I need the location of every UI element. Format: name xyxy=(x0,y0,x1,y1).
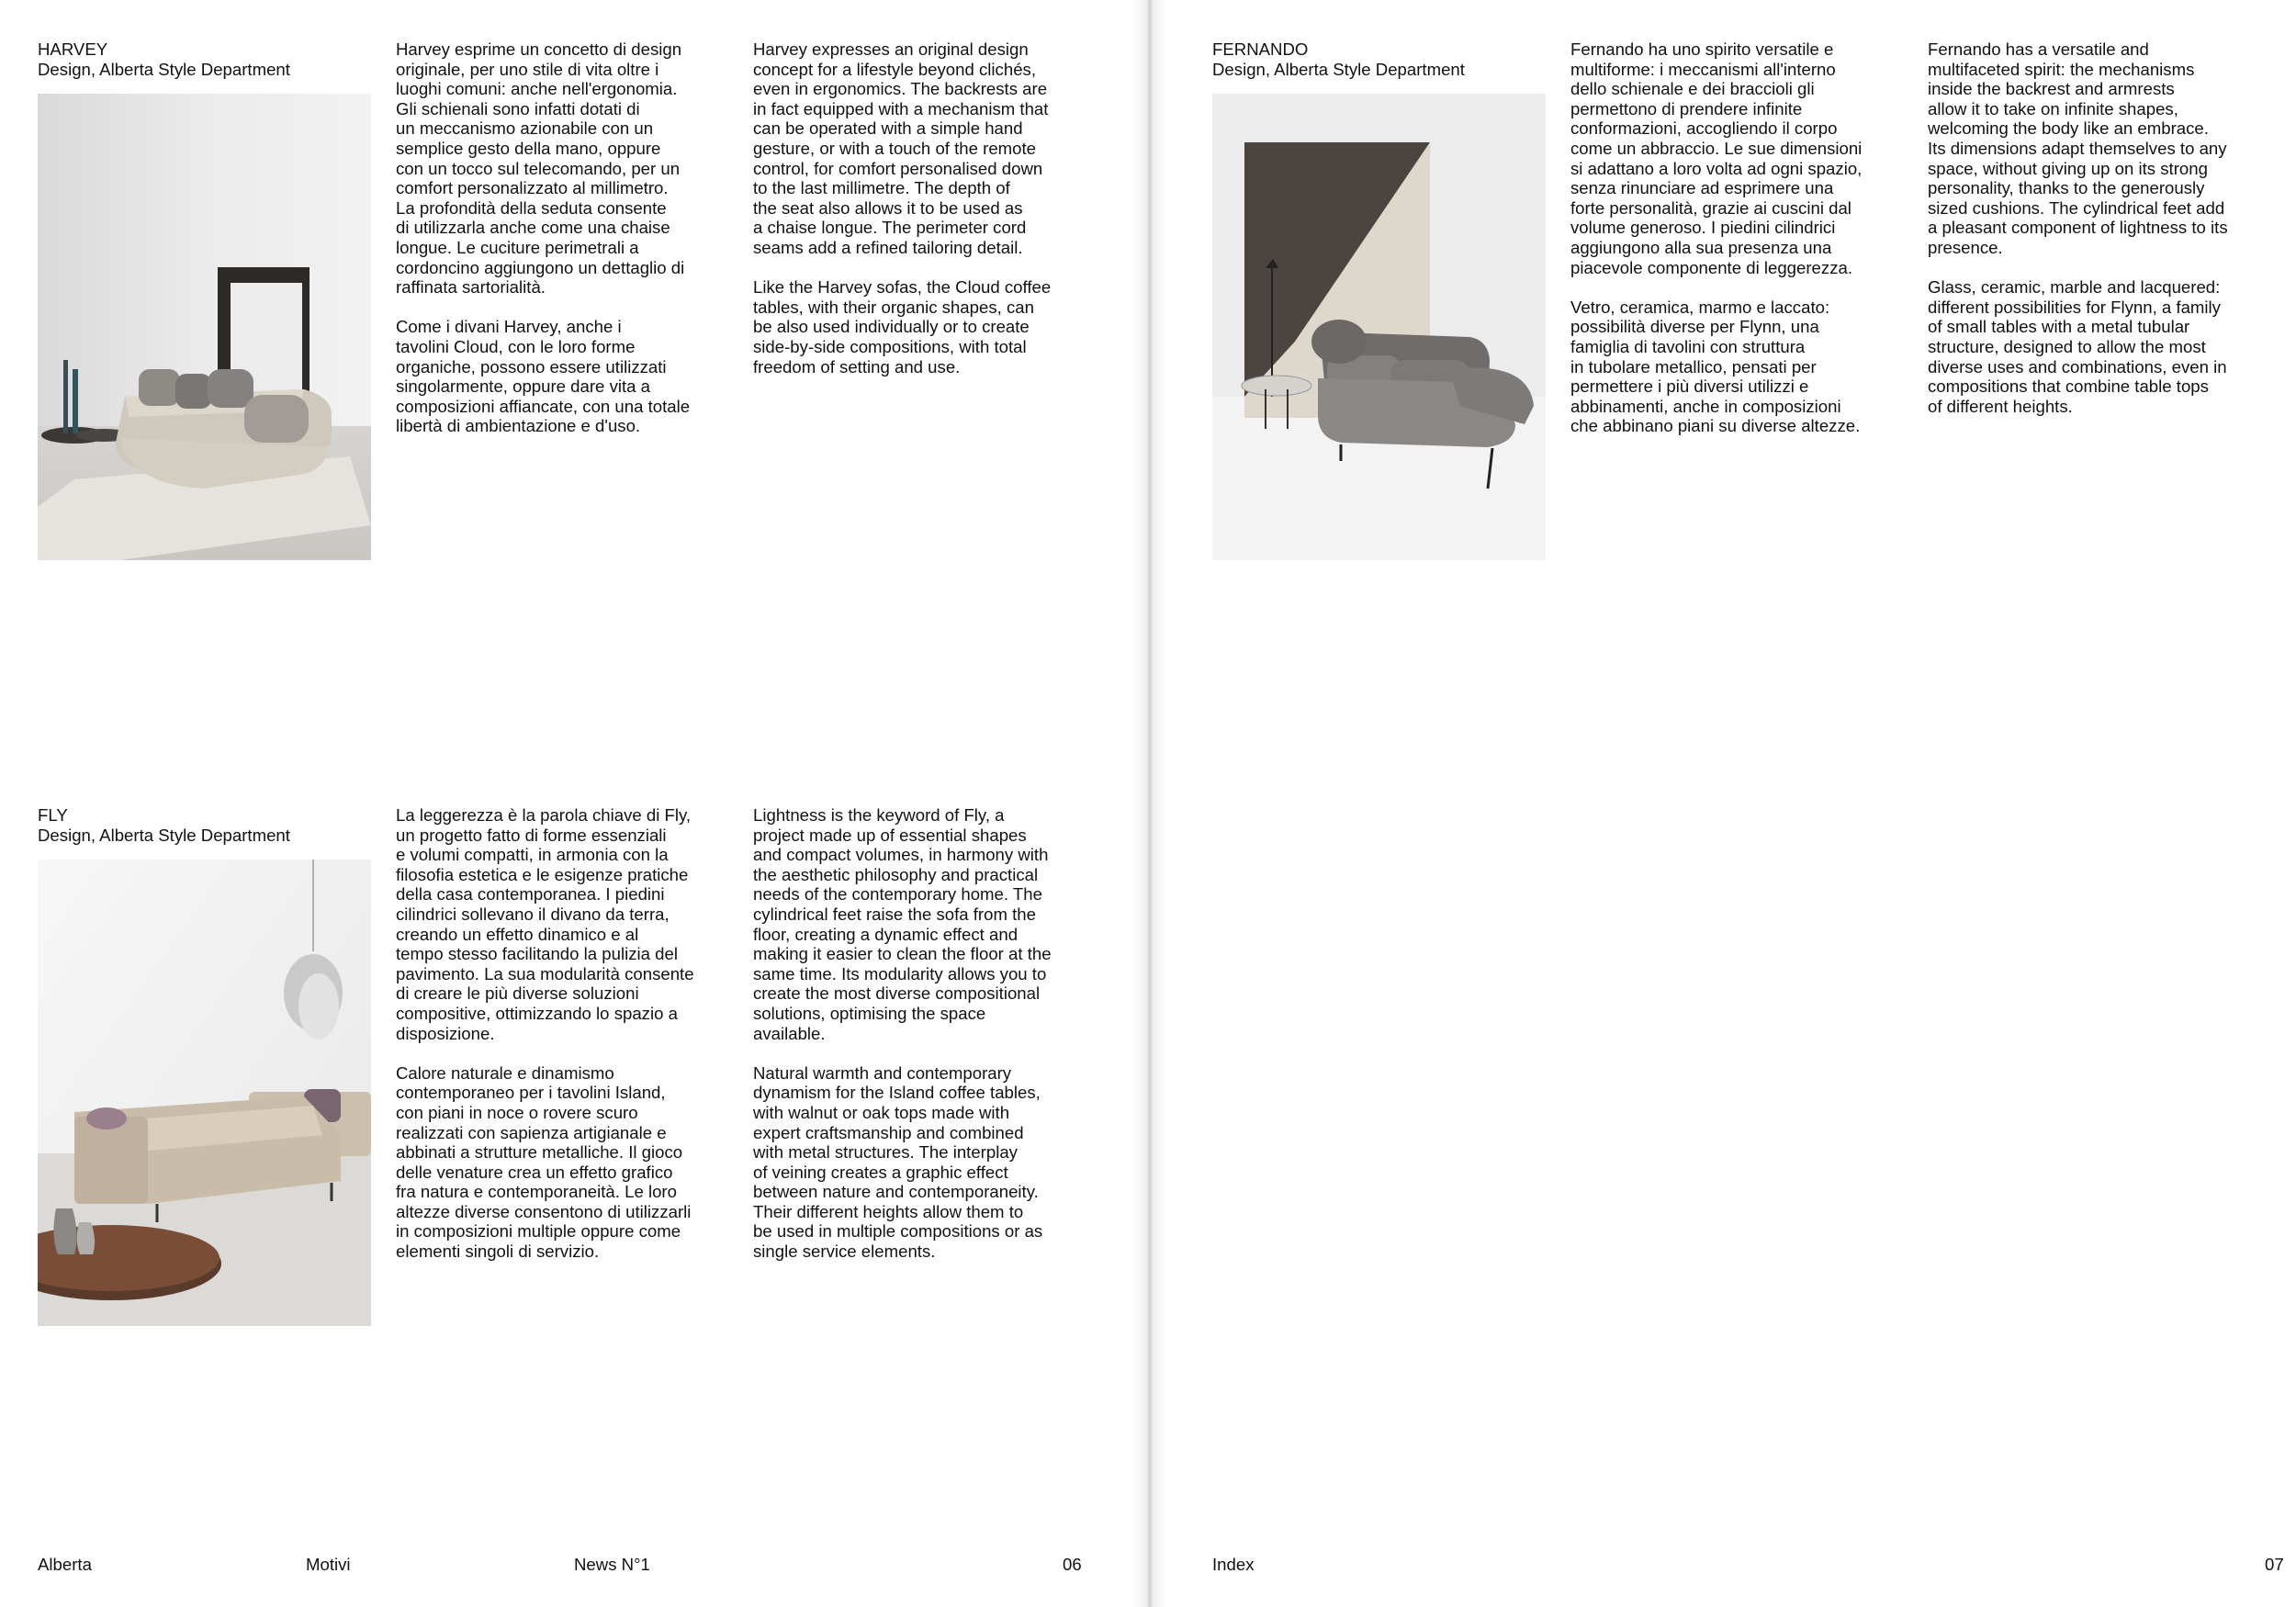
harvey-designer: Design, Alberta Style Department xyxy=(38,60,290,79)
fernando-sofa-photo xyxy=(1212,94,1546,560)
fernando-text-it: Fernando ha uno spirito versatile e multiforme: i meccanismi all'interno dello schienale e dei braccioli gli permettono di prendere infinite conformazioni, accogliendo il corpo come un abbraccio. Le sue dimensioni si adattano a loro volta ad ogni spazio, senza rinunciare ad esprimere una forte personalità, grazie ai cuscini dal volume generoso. I piedini cilindrici aggiungono alla sua presenza una piacevole componente di leggerezza. Vetro, ceramica, marmo e laccato: possibilità diverse per Flynn, una famiglia di tavolini con struttura in tubolare metallico, pensati per permettere i più diversi utilizzi e abbinamenti, anche in composizioni che abbinano piani su diverse altezze. xyxy=(1570,39,1863,436)
footer-page-number-right: 07 xyxy=(2265,1555,2284,1574)
harvey-text-en: Harvey expresses an original design concept for a lifestyle beyond clichés, even in ergonomics. The backrests are in fact equipped with a mechanism that can be operated with a simple hand gesture, or with a touch of the remote control, for comfort personalised down to the last millimetre. The depth of the seat also allows it to be used as a chaise longue. The perimeter cord seams add a refined tailoring detail. Like the Harvey sofas, the Cloud coffee tables, with their organic shapes, can be also used individually or to create side-by-side compositions, with total freedom of setting and use. xyxy=(753,39,1052,376)
fly-designer: Design, Alberta Style Department xyxy=(38,826,290,845)
footer-section: Motivi xyxy=(306,1555,351,1574)
right-page xyxy=(1152,0,2296,1607)
fernando-designer: Design, Alberta Style Department xyxy=(1212,60,1465,79)
harvey-text-it: Harvey esprime un concetto di design originale, per uno stile di vita oltre i luoghi comuni: anche nell'ergonomia. Gli schienali sono infatti dotati di un meccanismo azionabile con un semplice gesto della mano, oppure con un tocco sul telecomando, per un comfort personalizzato al millimetro. La profondità della seduta consente di utilizzarla anche come una chaise longue. Le cuciture perimetrali a cordoncino aggiungono un dettaglio di raffinata sartorialità. Come i divani Harvey, anche i tavolini Cloud, con le loro forme organiche, possono essere utilizzati singolarmente, oppure dare vita a composizioni affiancate, con una totale libertà di ambientazione e d'uso. xyxy=(396,39,691,436)
footer-issue: News N°1 xyxy=(574,1555,650,1574)
fly-title: FLY xyxy=(38,805,68,825)
fernando-text-en: Fernando has a versatile and multifaceted spirit: the mechanisms inside the backrest and armrests allow it to take on infinite shapes, welcoming the body like an embrace. Its dimensions adapt themselves to any space, without giving up on its strong personality, thanks to the generously sized cushions. The cylindrical feet add a pleasant component of lightness to its presence. Glass, ceramic, marble and lacquered: different possibilities for Flynn, a family of small tables with a metal tubular structure, designed to allow the most diverse uses and combinations, even in compositions that combine table tops of different heights. xyxy=(1928,39,2228,416)
footer-index: Index xyxy=(1212,1555,1255,1574)
footer-brand: Alberta xyxy=(38,1555,92,1574)
fly-sofa-photo xyxy=(38,860,371,1326)
footer-page-number-left: 06 xyxy=(1063,1555,1082,1574)
fly-text-en: Lightness is the keyword of Fly, a project made up of essential shapes and compact volumes, in harmony with the aesthetic philosophy and practical needs of the contemporary home. The cylindrical feet raise the sofa from the floor, creating a dynamic effect and making it easier to clean the floor at the same time. Its modularity allows you to create the most diverse compositional solutions, optimising the space available. Natural warmth and contemporary dynamism for the Island coffee tables, with walnut or oak tops made with expert craftsmanship and combined with metal structures. The interplay of veining creates a graphic effect between nature and contemporaneity. Their different heights allow them to be used in multiple compositions or as single service elements. xyxy=(753,805,1052,1262)
harvey-title: HARVEY xyxy=(38,39,108,59)
fernando-title: FERNANDO xyxy=(1212,39,1309,59)
harvey-sofa-photo xyxy=(38,94,371,560)
fly-text-it: La leggerezza è la parola chiave di Fly, un progetto fatto di forme essenziali e volumi compatti, in armonia con la filosofia estetica e le esigenze pratiche della casa contemporanea. I piedini cilindrici sollevano il divano da terra, creando un effetto dinamico e al tempo stesso facilitando la pulizia del pavimento. La sua modularità consente di creare le più diverse soluzioni compositive, ottimizzando lo spazio a disposizione. Calore naturale e dinamismo contemporaneo per i tavolini Island, con piani in noce o rovere scuro realizzati con sapienza artigianale e abbinati a strutture metalliche. Il gioco delle venature crea un effetto grafico fra natura e contemporaneità. Le loro altezze diverse consentono di utilizzarli in composizioni multiple oppure come elementi singoli di servizio. xyxy=(396,805,694,1262)
